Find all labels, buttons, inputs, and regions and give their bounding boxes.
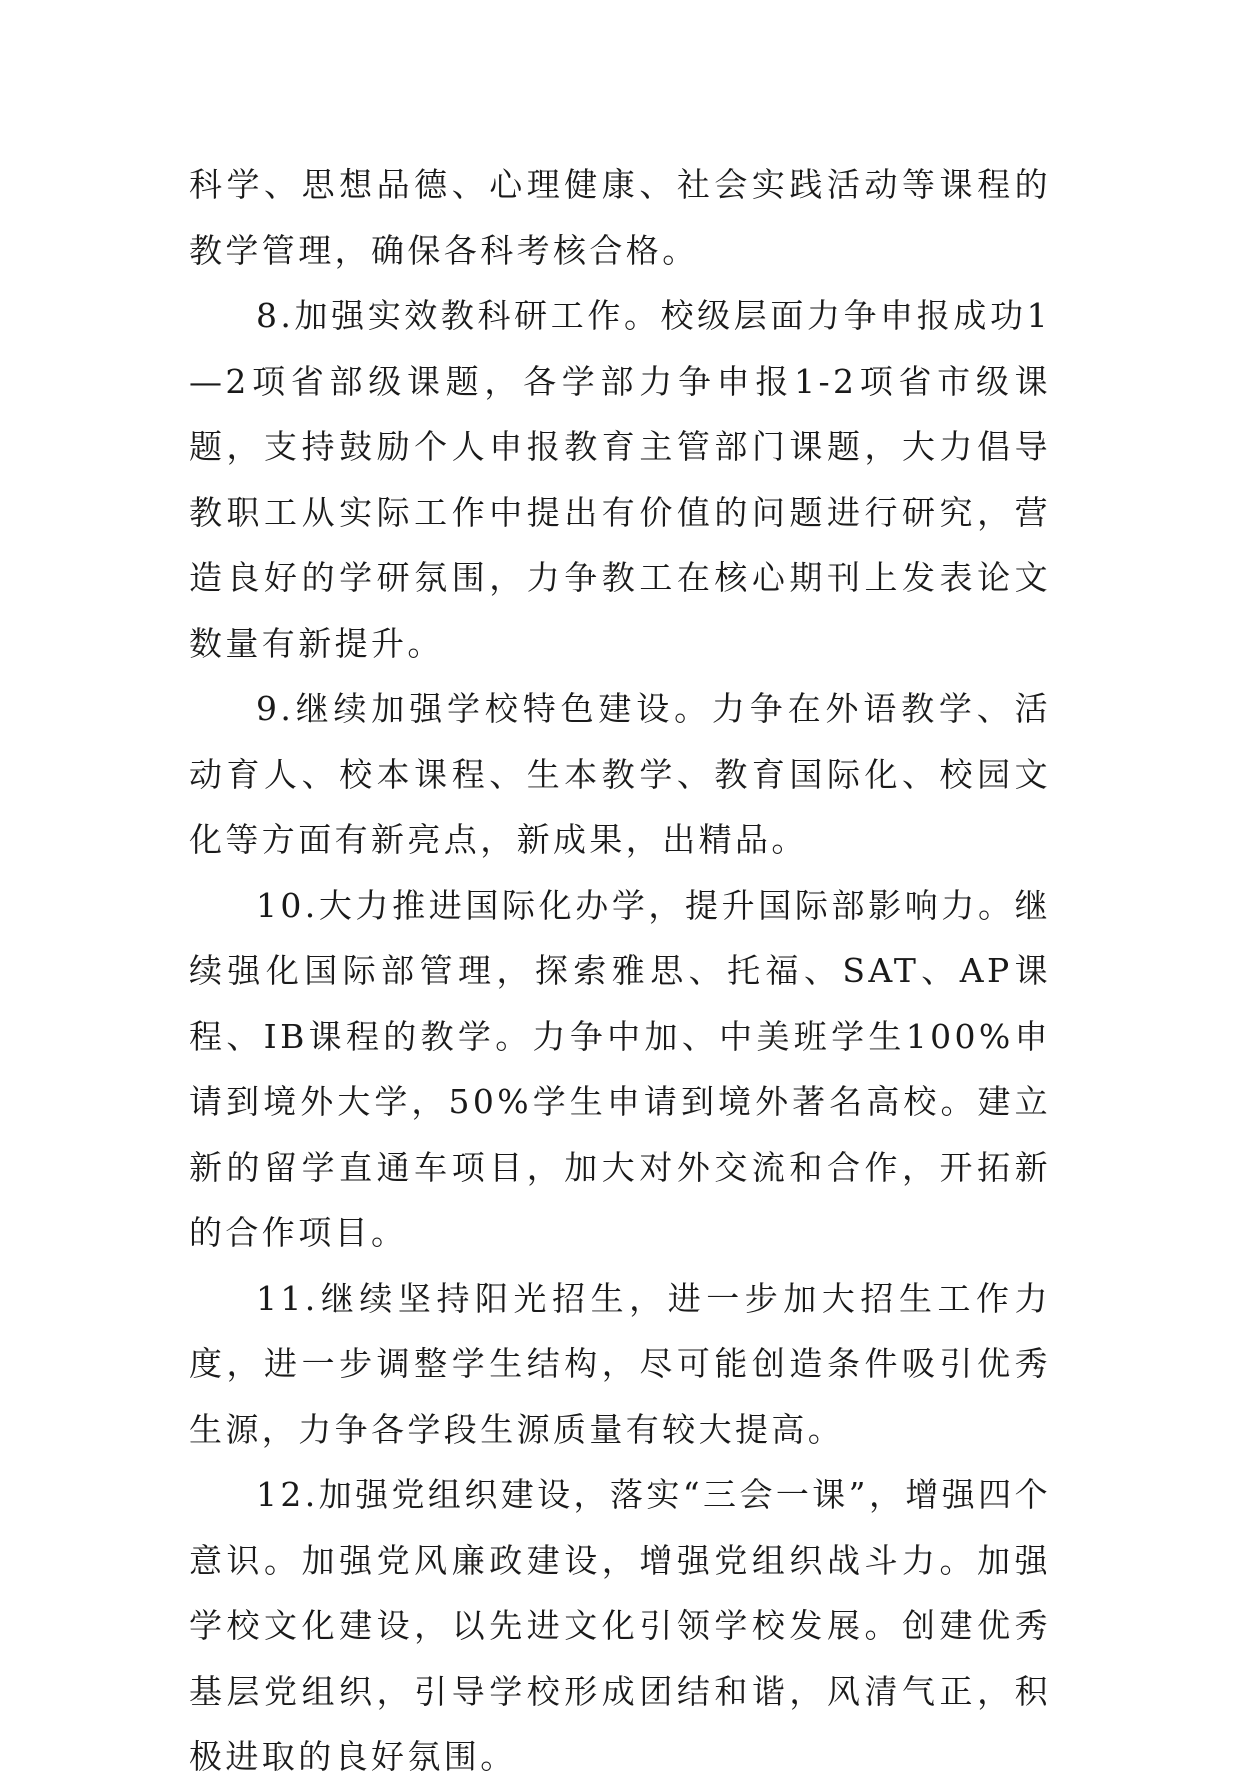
paragraph-item-11: 11.继续坚持阳光招生，进一步加大招生工作力度，进一步调整学生结构，尽可能创造条件吸引优秀生源，力争各学段生源质量有较大提高。 — [189, 1278, 1051, 1449]
document-body — [189, 152, 1051, 1790]
paragraph-item-9: 9.继续加强学校特色建设。力争在外语教学、活动育人、校本课程、生本教学、教育国际化、校园文化等方面有新亮点，新成果，出精品。 — [189, 689, 1051, 859]
paragraph-item-12: 12.加强党组织建设，落实“三会一课”，增强四个意识。加强党风廉政建设，增强党组织战斗力。加强学校文化建设，以先进文化引领学校发展。创建优秀基层党组织，引导学校形成团结和谐，风清气正，积极进取的良好氛围。 — [189, 1475, 1051, 1776]
paragraph-continuation: 科学、思想品德、心理健康、社会实践活动等课程的教学管理，确保各科考核合格。 — [189, 165, 1051, 270]
paragraph-item-10: 10.大力推进国际化办学，提升国际部影响力。继续强化国际部管理，探索雅思、托福、SAT、AP课程、IB课程的教学。力争中加、中美班学生100%申请到境外大学，50%学生申请到境外著名高校。建立新的留学直通车项目，加大对外交流和合作，开拓新的合作项目。 — [189, 885, 1051, 1252]
paragraph-item-8: 8.加强实效教科研工作。校级层面力争申报成功1—2项省部级课题，各学部力争申报1-2项省市级课题，支持鼓励个人申报教育主管部门课题，大力倡导教职工从实际工作中提出有价值的问题进行研究，营造良好的学研氛围，力争教工在核心期刊上发表论文数量有新提升。 — [189, 296, 1051, 663]
